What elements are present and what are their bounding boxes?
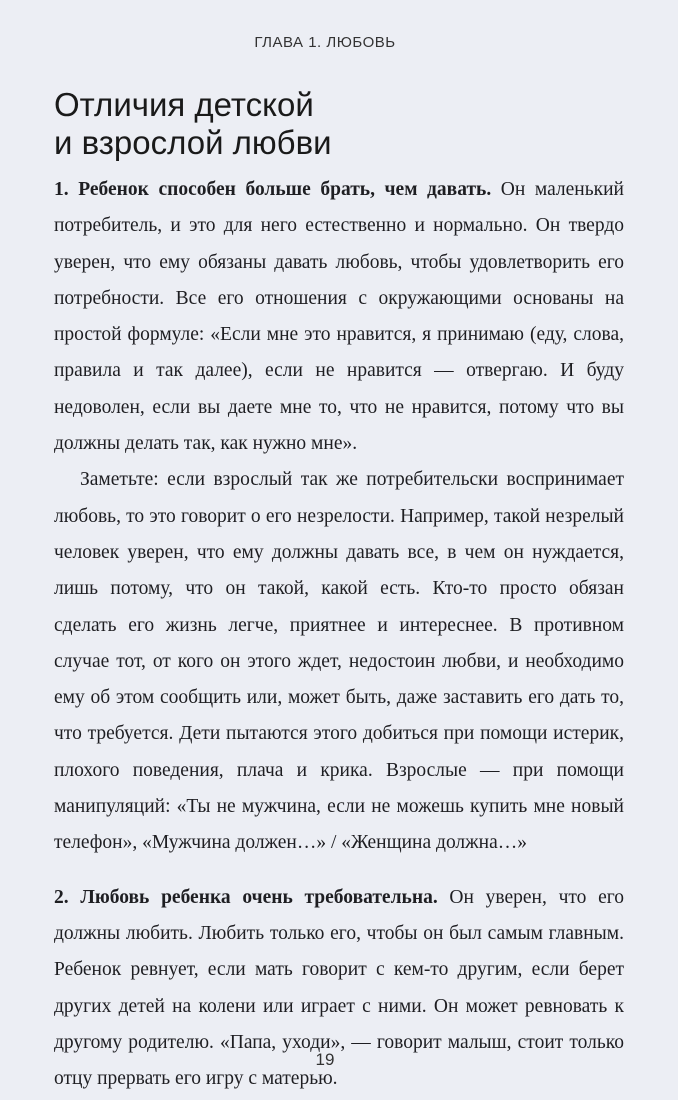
paragraph-3-lead: 2. Любовь ребенка очень требовательна. [54,886,438,908]
paragraph-3-text: Он уверен, что его должны любить. Любить только его, чтобы он был самым главным. Ребенок ревнует, если мать говорит с кем-то другим, если берет других детей на колени или играет с ними. Он может ревновать к другому родителю. «Папа, уходи», — говорит малыш, стоит только отцу прервать его игру с матерью. [54,886,625,1090]
paragraph-1-lead: 1. Ребенок способен больше брать, чем давать. [54,179,492,200]
paragraph-1-text: Он маленький потребитель, и это для него естественно и нормально. Он твердо уверен, что ему обязаны давать любовь, чтобы удовлетворить его потребности. Все его отношения с окружающими основаны на простой формуле: «Если мне это нравится, я принимаю (еду, слова, правила и так далее), если не нравится — отвергаю. И буду недоволен, если вы даете мне то, что не нравится, потому что вы должны делать так, как нужно мне». [54,179,624,455]
heading-line-1: Отличия детской [54,86,314,123]
heading-line-2: и взрослой любви [54,124,332,161]
running-head: ГЛАВА 1. ЛЮБОВЬ [254,34,396,51]
paragraph-2: Заметьте: если взрослый так же потребительски воспринимает любовь, то это говорит о его незрелости. Например, такой незрелый человек уверен, что ему должны давать все, в чем он нуждается, лишь потому, что он такой, какой есть. Кто-то просто обязан сделать его жизнь легче, приятнее и интереснее. В противном случае тот, от кого он этого ждет, недостоин любви, и необходимо ему об этом сообщить или, может быть, даже заставить его дать то, что требуется. Дети пытаются этого добиться при помощи истерик, плохого поведения, плача и крика. Взрослые — при помощи манипуляций: «Ты не мужчина, если не можешь купить мне новый телефон», «Мужчина должен…» / «Женщина должна…» [54,469,624,854]
paragraph-1 [54,172,624,462]
section-heading [54,86,614,162]
body-text [54,172,624,1097]
page-number: 19 [315,1050,335,1069]
